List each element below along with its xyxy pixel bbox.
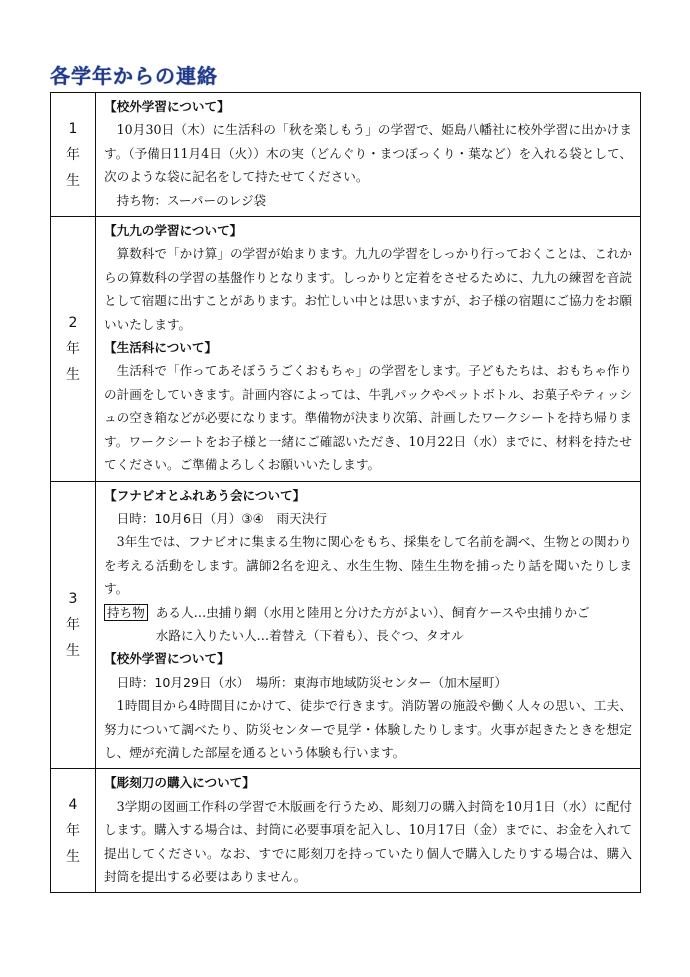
grade4-label-nen: 年 [66, 822, 80, 839]
grade3-label-sei: 生 [66, 642, 80, 659]
grade3-heading-kougai: 【校外学習について】 [104, 651, 230, 667]
grade1-row [51, 93, 641, 217]
grade3-heading-funabio: 【フナビオとふれあう会について】 [104, 487, 306, 503]
grade3-body-kougai: 1時間目から4時間目にかけて、徒歩で行きます。消防署の施設や働く人々の思い、工夫、努力について調べたり、防災センターで見学・体験したりします。火事が起きたときを想定し、煙が充満した部屋を通るという体験も行います。 [104, 698, 632, 760]
grade4-label-sei: 生 [66, 848, 80, 865]
grade2-body-kuku: 算数科で「かけ算」の学習が始まります。九九の学習をしっかり行っておくことは、これからの算数科の学習の基盤作りとなります。しっかりと定着をさせるために、九九の練習を音読として宿題に出すことがあります。お忙しい中とは思いますが、お子様の宿題にご協力をお願いいたします。 [104, 246, 632, 332]
grade3-row [51, 481, 641, 769]
grade3-label-nen: 年 [66, 616, 80, 633]
grade1-label [51, 93, 96, 217]
grade3-items-label: 持ち物 [104, 604, 148, 621]
grade4-label-number: 4 [68, 796, 78, 813]
grade2-content [96, 217, 641, 481]
grade3-body-funabio: 3年生では、フナビオに集まる生物に関心をもち、採集をして名前を調べ、生物との関わりを考える活動をします。講師2名を迎え、水生生物、陸生生物を捕ったり話を聞いたりします。 [104, 534, 632, 597]
grade2-row [51, 217, 641, 481]
grade3-date-kougai: 日時：10月29日（水） 場所：東海市地域防災センター（加木屋町） [116, 674, 508, 690]
grade4-heading: 【彫刻刀の購入について】 [104, 775, 255, 791]
grade1-label-nen: 年 [66, 146, 80, 163]
grade1-heading: 【校外学習について】 [104, 99, 230, 114]
grade3-label-number: 3 [68, 590, 78, 607]
grade2-body-seikatsu: 生活科で「作ってあそぼううごくおもちゃ」の学習をします。子どもたちは、おもちゃ作りの計画をしていきます。計画内容によっては、牛乳パックやペットボトル、お菓子やティッシュの空き箱などが必要になります。準備物が決まり次第、計画したワークシートを持ち帰ります。ワークシートをお子様と一緒にご確認いただき、10月22日（水）までに、材料を持たせてください。ご準備よろしくお願いいたします。 [104, 363, 632, 473]
grade4-label [51, 769, 96, 893]
grade3-items [104, 601, 632, 648]
grade-notices-table [50, 92, 641, 893]
grade2-heading-kuku: 【九九の学習について】 [104, 223, 243, 239]
grade2-label [51, 217, 96, 481]
grade1-label-number: 1 [68, 120, 78, 137]
grade1-items: 持ち物：スーパーのレジ袋 [116, 192, 267, 208]
grade4-content [96, 769, 641, 893]
grade3-items-line2: 水路に入りたい人…着替え（下着も）、長ぐつ、タオル [155, 627, 464, 643]
grade1-label-sei: 生 [66, 172, 80, 189]
grade3-content [96, 481, 641, 769]
grade1-content [96, 93, 641, 217]
grade2-label-sei: 生 [66, 366, 80, 383]
grade1-body: 10月30日（木）に生活科の「秋を楽しもう」の学習で、姫島八幡社に校外学習に出かけます。（予備日11月4日（火））木の実（どんぐり・まつぼっくり・葉など）を入れる袋として、次のような袋に記名をして持たせてください。 [104, 122, 632, 185]
page-title: 各学年からの連絡 [50, 64, 218, 88]
grade3-label [51, 481, 96, 769]
grade2-label-number: 2 [68, 314, 78, 331]
grade4-body: 3学期の図画工作科の学習で木版画を行うため、彫刻刀の購入封筒を10月1日（水）に配付します。購入する場合は、封筒に必要事項を記入し、10月17日（金）までに、お金を入れて提出してください。なお、すでに彫刻刀を持っていたり個人で購入したりする場合は、購入封筒を提出する必要はありません。 [104, 798, 632, 884]
grade3-date-funabio: 日時：10月6日（月）③④ 雨天決行 [116, 510, 327, 526]
grade4-row [51, 769, 641, 893]
grade2-heading-seikatsu: 【生活科について】 [104, 340, 218, 356]
grade2-label-nen: 年 [66, 340, 80, 357]
grade3-items-line1: ある人…虫捕り網（水用と陸用と分けた方がよい）、飼育ケースや虫捕りかご [155, 604, 590, 620]
